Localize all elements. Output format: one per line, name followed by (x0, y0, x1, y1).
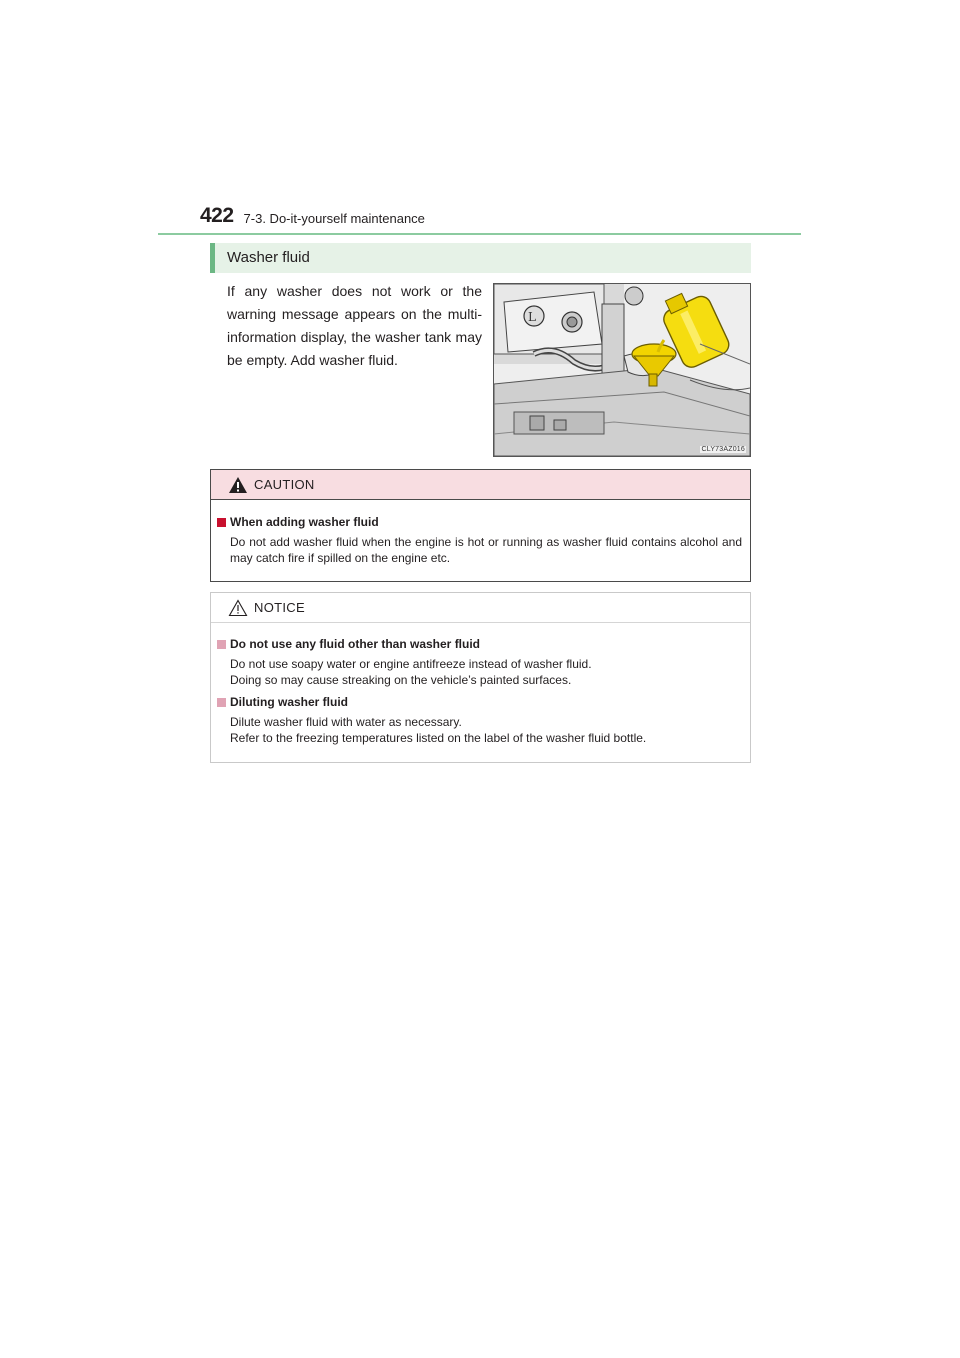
caution-title: CAUTION (254, 477, 315, 492)
engine-bay-drawing (494, 284, 750, 456)
square-bullet-icon (217, 640, 226, 649)
section-breadcrumb: 7-3. Do-it-yourself maintenance (243, 211, 425, 226)
notice-title: NOTICE (254, 600, 305, 615)
notice-item-heading: Diluting washer fluid (230, 695, 349, 709)
square-bullet-icon (217, 698, 226, 707)
caution-box (210, 469, 751, 582)
caution-item (217, 514, 742, 566)
notice-item-line: Refer to the freezing temperatures listed on the label of the washer fluid bottle. (230, 731, 647, 745)
caution-header (211, 470, 750, 500)
square-bullet-icon (217, 518, 226, 527)
page-number: 422 (200, 204, 234, 227)
page-header (200, 205, 425, 226)
notice-item-line: Do not use soapy water or engine antifreeze instead of washer fluid. (230, 657, 592, 671)
notice-item (217, 694, 742, 746)
notice-item-line: Dilute washer fluid with water as necessary. (230, 715, 462, 729)
section-heading: Washer fluid (227, 249, 310, 266)
illustration-code: CLY73AZ016 (701, 446, 745, 453)
notice-item-line: Doing so may cause streaking on the vehicle’s painted surfaces. (230, 673, 572, 687)
notice-header (211, 593, 750, 623)
notice-box (210, 592, 751, 763)
warning-triangle-icon (228, 476, 248, 494)
washer-fluid-illustration (493, 283, 751, 457)
section-heading-bar (210, 243, 751, 273)
notice-item-heading: Do not use any fluid other than washer fluid (230, 637, 481, 651)
notice-item (217, 636, 742, 688)
caution-item-body: Do not add washer fluid when the engine is hot or running as washer fluid contains alcohol and may catch fire if spilled on the engine etc. (230, 535, 742, 565)
svg-text:L: L (528, 310, 536, 324)
caution-item-heading: When adding washer fluid (230, 515, 379, 529)
header-divider (158, 233, 801, 235)
notice-triangle-icon (228, 599, 248, 617)
intro-paragraph: If any washer does not work or the warning message appears on the multi-information display, the washer tank may be empty. Add washer fluid. (227, 283, 482, 368)
